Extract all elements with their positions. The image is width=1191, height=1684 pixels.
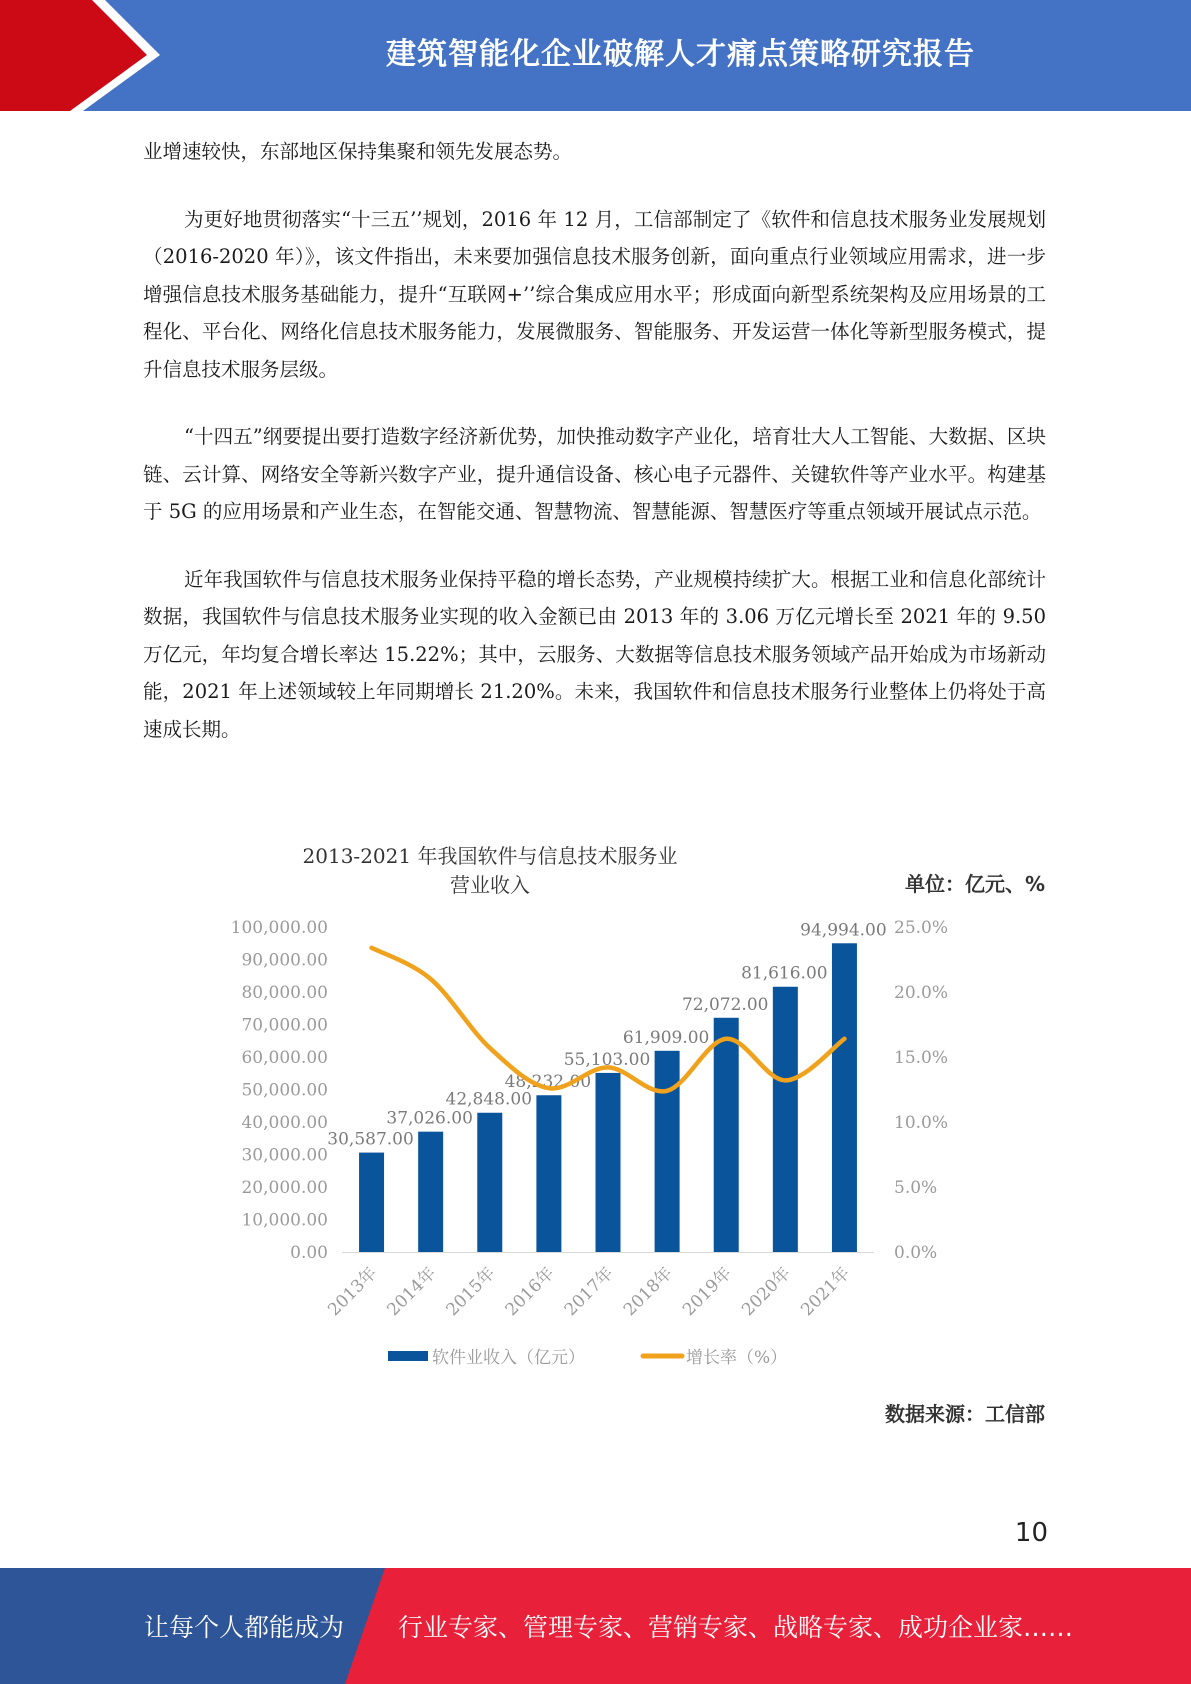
x-category-label: 2016年 bbox=[501, 1263, 559, 1321]
bar-value-label: 48,232.00 bbox=[504, 1072, 592, 1093]
bar-value-label: 55,103.00 bbox=[563, 1049, 651, 1070]
x-category-label: 2019年 bbox=[679, 1263, 736, 1321]
page-footer bbox=[0, 1568, 1191, 1684]
paragraph-13th-five-year-plan: 为更好地贯彻落实“十三五’’规划，2016 年 12 月，工信部制定了《软件和信息技术服务业发展规划（2016-2020 年）》，该文件指出，未来要加强信息技术服务创新，面向重点行业领域应用需求，进一步增强信息技术服务基础能力，提升“互联网+’’综合集成应用水平；形成面向新型系统架构及应用场景的工程化、平台化、网络化信息技术服务能力，发展微服务、智能服务、开发运营一体化等新型服务模式，提升信息技术服务层级。 bbox=[143, 207, 1046, 381]
left-axis-tick-label: 70,000.00 bbox=[241, 1015, 328, 1036]
x-category-label: 2018年 bbox=[619, 1263, 677, 1321]
report-title: 建筑智能化企业破解人才痛点策略研究报告 bbox=[386, 37, 975, 72]
left-axis-tick-label: 0.00 bbox=[290, 1243, 328, 1263]
right-axis-tick-label: 25.0% bbox=[894, 918, 949, 938]
bar-2015年 bbox=[477, 1113, 502, 1252]
left-axis-tick-label: 30,000.00 bbox=[241, 1145, 328, 1166]
bar-2017年 bbox=[596, 1073, 621, 1252]
bar-2020年 bbox=[773, 987, 798, 1252]
bar-value-label: 37,026.00 bbox=[386, 1108, 473, 1129]
bar-2014年 bbox=[418, 1132, 443, 1252]
data-source: 数据来源：工信部 bbox=[885, 1402, 1045, 1426]
left-axis-tick-label: 80,000.00 bbox=[241, 983, 328, 1003]
left-axis-tick-label: 60,000.00 bbox=[241, 1048, 328, 1068]
bar-value-label: 94,994.00 bbox=[800, 920, 887, 941]
bar-value-label: 81,616.00 bbox=[741, 963, 828, 984]
bar-2021年 bbox=[832, 943, 857, 1252]
bar-2013年 bbox=[359, 1153, 384, 1252]
legend-label-revenue: 软件业收入（亿元） bbox=[432, 1348, 585, 1368]
bar-2019年 bbox=[714, 1018, 739, 1252]
chart-unit-label: 单位：亿元、% bbox=[904, 872, 1045, 896]
x-category-label: 2013年 bbox=[324, 1263, 382, 1321]
right-axis-tick-label: 20.0% bbox=[894, 983, 949, 1003]
bar-value-label: 42,848.00 bbox=[445, 1089, 533, 1110]
right-axis-tick-label: 5.0% bbox=[894, 1178, 938, 1198]
x-category-label: 2015年 bbox=[442, 1263, 500, 1321]
right-axis-tick-label: 0.0% bbox=[894, 1243, 938, 1263]
paragraph-14th-five-year-plan: “十四五”纲要提出要打造数字经济新优势，加快推动数字产业化，培育壮大人工智能、大数据、区块链、云计算、网络安全等新兴数字产业，提升通信设备、核心电子元器件、关键软件等产业水平。构建基于 5G 的应用场景和产业生态，在智能交通、智慧物流、智慧能源、智慧医疗等重点领域开展试点示范。 bbox=[143, 425, 1046, 523]
x-category-label: 2014年 bbox=[383, 1263, 441, 1321]
left-axis-tick-label: 40,000.00 bbox=[241, 1113, 328, 1133]
right-axis-tick-label: 15.0% bbox=[894, 1048, 949, 1068]
bar-value-label: 30,587.00 bbox=[327, 1129, 414, 1150]
x-category-label: 2021年 bbox=[797, 1263, 854, 1321]
footer-slogan-right: 行业专家、管理专家、营销专家、战略专家、成功企业家…… bbox=[398, 1613, 1074, 1642]
x-category-label: 2017年 bbox=[560, 1263, 618, 1321]
left-axis-tick-label: 100,000.00 bbox=[230, 918, 328, 938]
paragraph-continuation: 业增速较快，东部地区保持集聚和领先发展态势。 bbox=[143, 140, 573, 163]
left-axis-tick-label: 10,000.00 bbox=[241, 1210, 328, 1231]
bar-value-label: 61,909.00 bbox=[622, 1027, 710, 1048]
x-category-label: 2020年 bbox=[738, 1263, 795, 1321]
bar-value-label: 72,072.00 bbox=[681, 994, 769, 1015]
paragraph-industry-growth: 近年我国软件与信息技术服务业保持平稳的增长态势，产业规模持续扩大。根据工业和信息化部统计数据，我国软件与信息技术服务业实现的收入金额已由 2013 年的 3.06 万亿元增长至 2021 年的 9.50 万亿元，年均复合增长率达 15.22%；其中，云服务、大数据等信息技术服务领域产品开始成为市场新动能，2021 年上述领域较上年同期增长 21.20%。未来，我国软件和信息技术服务行业整体上仍将处于高速成长期。 bbox=[143, 567, 1046, 741]
left-axis-tick-label: 50,000.00 bbox=[241, 1080, 328, 1101]
left-axis-tick-label: 90,000.00 bbox=[241, 950, 328, 971]
legend-label-growth: 增长率（%） bbox=[686, 1348, 788, 1368]
bar-2018年 bbox=[655, 1051, 680, 1252]
footer-slogan-left: 让每个人都能成为 bbox=[144, 1613, 345, 1642]
legend-swatch-revenue bbox=[388, 1351, 428, 1361]
right-axis-tick-label: 10.0% bbox=[894, 1113, 949, 1133]
chart-title: 2013-2021 年我国软件与信息技术服务业营业收入 bbox=[302, 844, 678, 897]
bar-2016年 bbox=[536, 1095, 561, 1252]
page-number: 10 bbox=[1014, 1518, 1048, 1548]
left-axis-tick-label: 20,000.00 bbox=[241, 1178, 328, 1198]
